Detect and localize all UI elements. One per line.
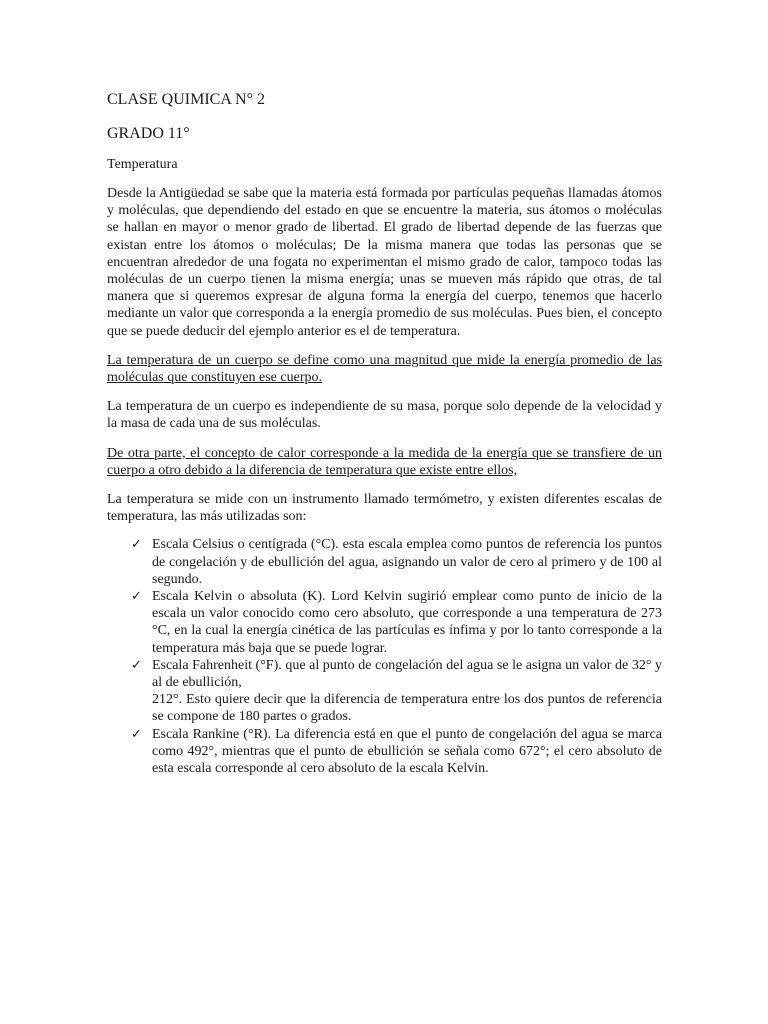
document-title: CLASE QUIMICA N° 2 xyxy=(107,91,265,108)
temperature-definition: La temperatura de un cuerpo se define como una magnitud que mide la energía promedio de las moléculas que constituyen ese cuerpo. xyxy=(107,352,662,386)
list-item xyxy=(131,726,662,778)
scale-kelvin-text: Escala Kelvin o absoluta (K). Lord Kelvin sugirió emplear como punto de inicio de la escala un valor conocido como cero absoluto, que corresponde a una temperatura de 273 °C, en la cual la energía cinética de las partículas es ínfima y por lo tanto corresponde a la temperatura más baja que se puede lograr. xyxy=(152,589,662,656)
scale-celsius-text: Escala Celsius o centígrada (°C). esta escala emplea como puntos de referencia los puntos de congelación y de ebullición del agua, asignando un valor de cero al primero y de 100 al segundo. xyxy=(152,537,662,587)
temperature-scales-list xyxy=(107,536,662,777)
intro-paragraph: Desde la Antigüedad se sabe que la materia está formada por partículas pequeñas llamadas átomos y moléculas, que dependiendo del estado en que se encuentre la materia, sus átomos o moléculas se hallan en mayor o menor grado de libertad. El grado de libertad depende de las fuerzas que existan entre los átomos o moléculas; De la misma manera que todas las personas que se encuentran alrededor de una fogata no experimentan el mismo grado de calor, tampoco todas las moléculas de un cuerpo tienen la misma energía; unas se mueven más rápido que otras, de tal manera que si queremos expresar de alguna forma la energía del cuerpo, tenemos que hacerlo mediante un valor que corresponda a la energía promedio de sus moléculas. Pues bien, el concepto que se puede deducir del ejemplo anterior es el de temperatura. xyxy=(107,186,662,339)
scales-intro-paragraph: La temperatura se mide con un instrumento llamado termómetro, y existen diferentes escalas de temperatura, las más utilizadas son: xyxy=(107,492,662,525)
topic-heading: Temperatura xyxy=(107,157,178,172)
list-item xyxy=(131,657,662,726)
scale-fahrenheit-text: Escala Fahrenheit (°F). que al punto de congelación del agua se le asigna un valor de 32° y al de ebullición, xyxy=(152,657,662,691)
list-item xyxy=(131,536,662,588)
scale-fahrenheit-continuation: 212°. Esto quiere decir que la diferencia de temperatura entre los dos puntos de referencia se compone de 180 partes o grados. xyxy=(152,692,662,725)
scale-rankine-text: Escala Rankine (°R). La diferencia está en que el punto de congelación del agua se marca como 492°, mientras que el punto de ebullición se señala como 672°; el cero absoluto de esta escala corresponde al cero absoluto de la escala Kelvin. xyxy=(152,726,662,777)
heat-definition: De otra parte, el concepto de calor corresponde a la medida de la energía que se transfiere de un cuerpo a otro debido a la diferencia de temperatura que existe entre ellos, xyxy=(107,445,662,478)
checkmark-icon: ✓ xyxy=(131,726,142,742)
grade-heading: GRADO 11° xyxy=(107,125,190,142)
checkmark-icon: ✓ xyxy=(131,537,142,553)
checkmark-icon: ✓ xyxy=(131,657,142,673)
mass-independence-paragraph: La temperatura de un cuerpo es independiente de su masa, porque solo depende de la velocidad y la masa de cada una de sus moléculas. xyxy=(107,399,662,432)
checkmark-icon: ✓ xyxy=(131,589,142,605)
list-item xyxy=(131,588,662,657)
